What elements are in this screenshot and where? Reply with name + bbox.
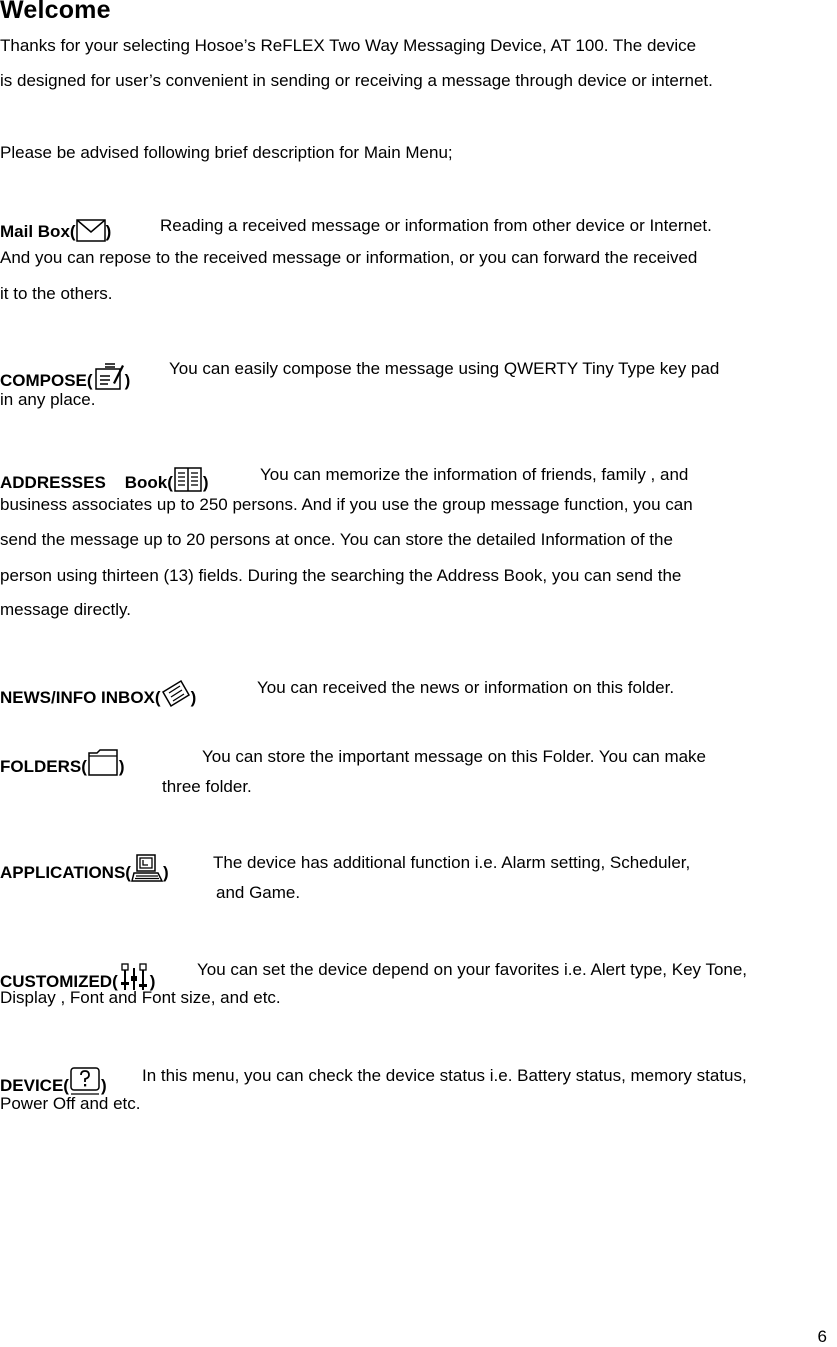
mailbox-desc-3: it to the others. — [0, 284, 113, 303]
device-heading-row — [0, 1066, 107, 1096]
applications-close: ) — [162, 863, 169, 882]
addresses-close: ) — [202, 473, 209, 492]
addresses-label: ADDRESSES Book( — [0, 473, 173, 492]
customized-desc-2: Display , Font and Font size, and etc. — [0, 988, 281, 1007]
compose-heading-row — [0, 359, 130, 391]
book-icon — [173, 465, 203, 493]
applications-desc-2: and Game. — [216, 883, 301, 902]
addresses-desc-4: person using thirteen (13) fields. During the searching the Address Book, you can send the — [0, 566, 682, 585]
envelope-icon — [76, 216, 106, 242]
computer-icon — [131, 853, 163, 883]
device-close: ) — [100, 1076, 107, 1095]
intro-line-2: is designed for user’s convenient in sending or receiving a message through device or internet. — [0, 71, 713, 90]
mailbox-heading-row — [0, 216, 111, 242]
applications-label: APPLICATIONS( — [0, 863, 131, 882]
folders-close: ) — [118, 757, 125, 776]
addresses-heading-row — [0, 465, 209, 493]
pencil-note-icon — [93, 359, 125, 391]
news-label: NEWS/INFO INBOX( — [0, 688, 161, 707]
folders-desc-1: You can store the important message on this Folder. You can make — [202, 747, 707, 766]
compose-close: ) — [124, 371, 131, 390]
news-desc-1: You can received the news or information on this folder. — [257, 678, 675, 697]
addresses-desc-1: You can memorize the information of friends, family , and — [260, 465, 689, 484]
device-desc-1: In this menu, you can check the device status i.e. Battery status, memory status, — [142, 1066, 747, 1085]
folders-heading-row — [0, 747, 125, 777]
advice-text: Please be advised following brief description for Main Menu; — [0, 143, 453, 162]
addresses-desc-5: message directly. — [0, 600, 132, 619]
folders-desc-2: three folder. — [162, 777, 252, 796]
folder-icon — [87, 747, 119, 777]
customized-close: ) — [149, 972, 156, 991]
customized-desc-1: You can set the device depend on your favorites i.e. Alert type, Key Tone, — [197, 960, 748, 979]
folders-label: FOLDERS( — [0, 757, 87, 776]
page-number: 6 — [817, 1327, 827, 1346]
device-desc-2: Power Off and etc. — [0, 1094, 141, 1113]
compose-desc-2: in any place. — [0, 390, 96, 409]
mailbox-desc-1: Reading a received message or information from other device or Internet. — [160, 216, 712, 235]
news-close: ) — [190, 688, 197, 707]
mailbox-label: Mail Box( — [0, 222, 76, 241]
mailbox-close: ) — [105, 222, 112, 241]
page-title: Welcome — [0, 0, 111, 24]
customized-label: CUSTOMIZED( — [0, 972, 118, 991]
compose-label: COMPOSE( — [0, 371, 93, 390]
intro-line-1: Thanks for your selecting Hosoe’s ReFLEX Two Way Messaging Device, AT 100. The device — [0, 36, 697, 55]
addresses-desc-3: send the message up to 20 persons at once. You can store the detailed Information of the — [0, 530, 673, 549]
applications-desc-1: The device has additional function i.e. Alarm setting, Scheduler, — [213, 853, 691, 872]
compose-desc-1: You can easily compose the message using QWERTY Tiny Type key pad — [169, 359, 720, 378]
applications-heading-row — [0, 853, 169, 883]
device-label: DEVICE( — [0, 1076, 69, 1095]
news-heading-row — [0, 678, 196, 708]
mailbox-desc-2: And you can repose to the received message or information, or you can forward the received — [0, 248, 698, 267]
help-icon — [69, 1066, 101, 1096]
addresses-desc-2: business associates up to 250 persons. And if you use the group message function, you can — [0, 495, 693, 514]
news-icon — [161, 678, 191, 708]
